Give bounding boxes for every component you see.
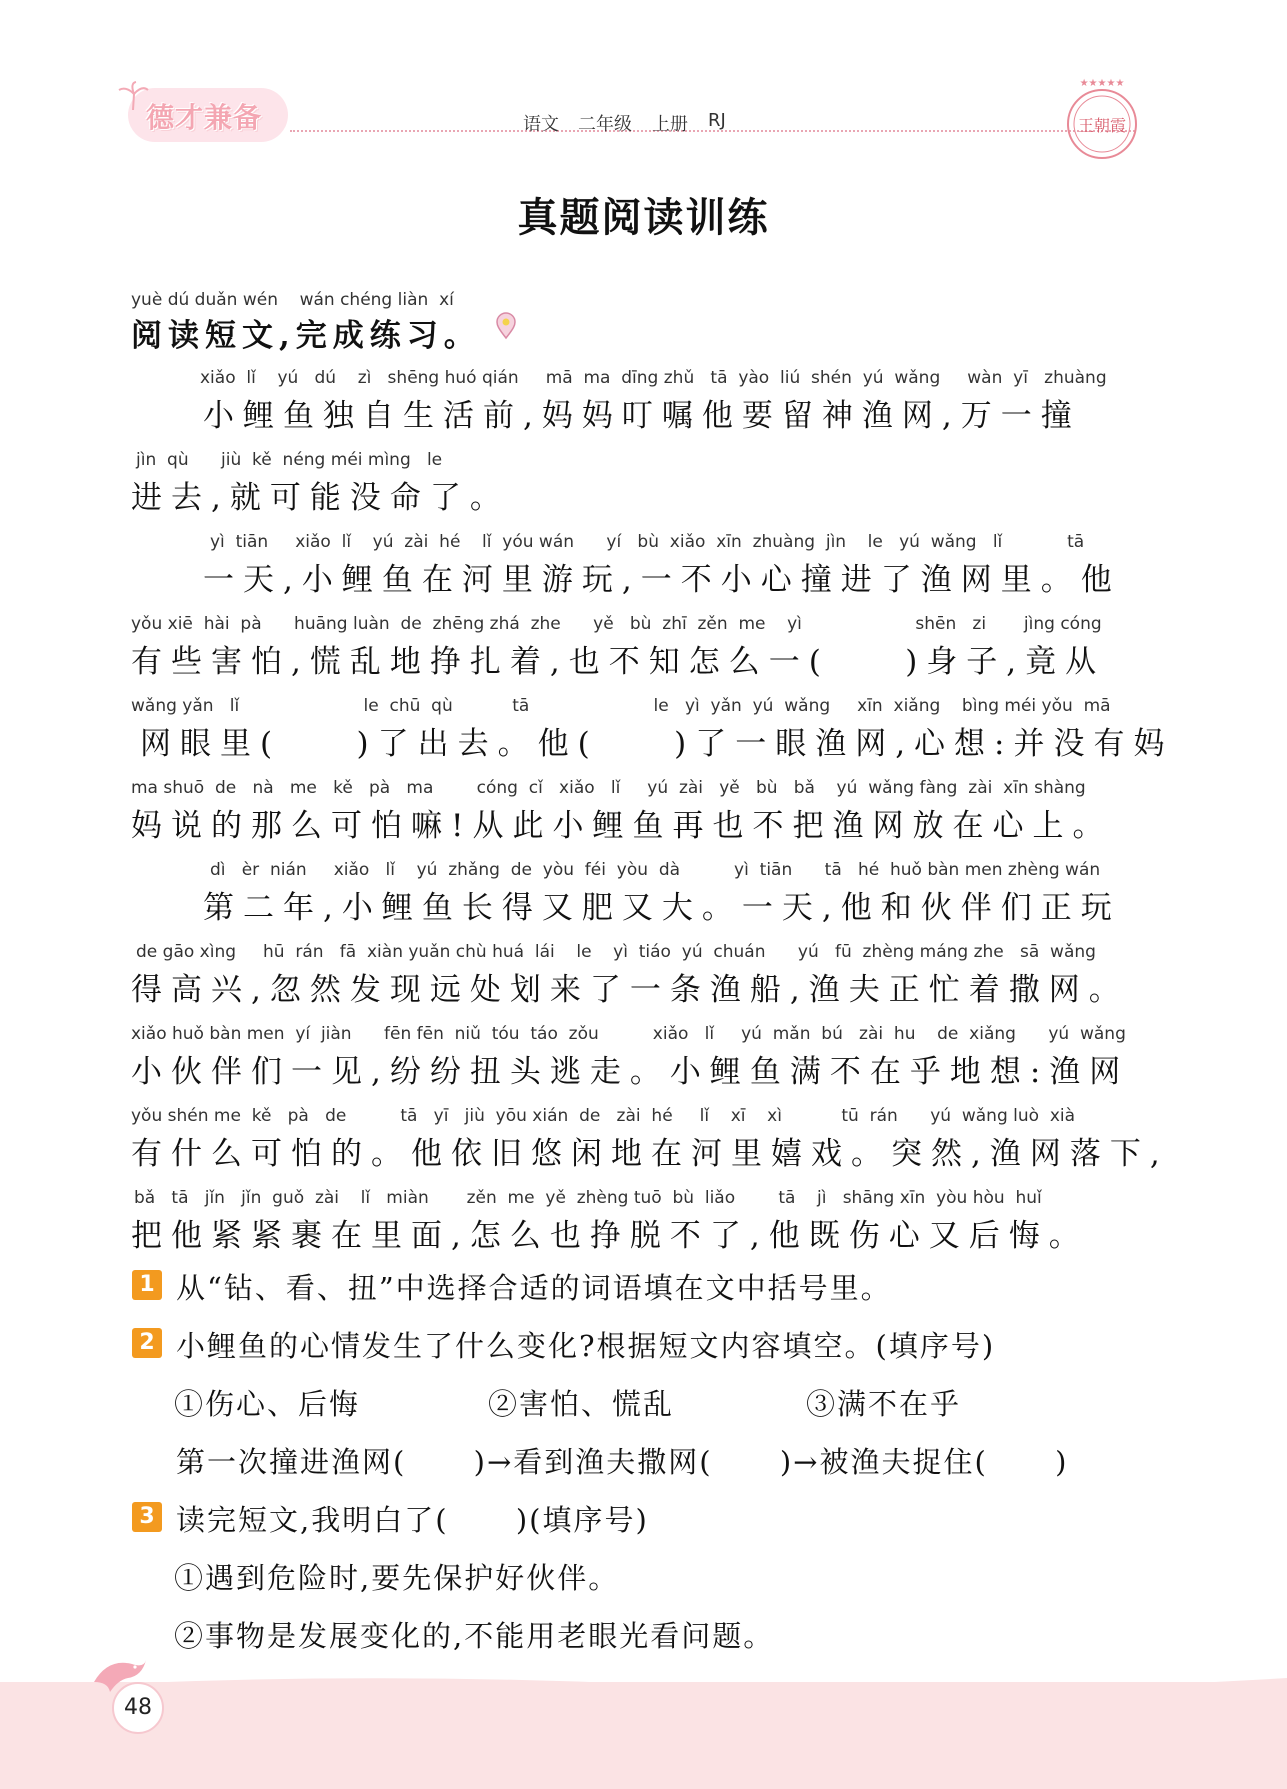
passage-line-4: 有些害怕,慌乱地挣扎着,也不知怎么一( )身子,竟从 <box>131 644 1106 680</box>
grade-label: 二年级 <box>578 114 632 135</box>
instruction-pinyin: yuè dú duǎn wén wán chéng liàn xí <box>131 290 454 310</box>
page-title: 真题阅读训练 <box>517 195 770 241</box>
volume-label: 上册 <box>652 114 688 135</box>
passage-pinyin-5: wǎng yǎn lǐ le chū qù tā le yì yǎn yú wǎng xīn xiǎng bìng méi yǒu mā <box>131 696 1111 716</box>
svg-text:王朝霞: 王朝霞 <box>1077 116 1127 135</box>
question-number-3: 3 <box>132 1502 162 1532</box>
passage-pinyin-4: yǒu xiē hài pà huāng luàn de zhēng zhá zhe yě bù zhī zěn me yì shēn zi jìng cóng <box>131 614 1102 634</box>
q2-option-1: ①伤心、后悔 <box>174 1387 361 1421</box>
passage-line-6: 妈说的那么可怕嘛!从此小鲤鱼再也不把渔网放在心上。 <box>131 808 1113 844</box>
passage-pinyin-1: xiǎo lǐ yú dú zì shēng huó qián mā ma dīng zhǔ tā yào liú shén yú wǎng wàn yī zhuàng <box>200 368 1107 388</box>
passage-pinyin-9: xiǎo huǒ bàn men yí jiàn fēn fēn niǔ tóu táo zǒu xiǎo lǐ yú mǎn bú zài hu de xiǎng yú wǎng <box>131 1024 1126 1044</box>
passage-pinyin-10: yǒu shén me kě pà de tā yī jiù yōu xián de zài hé lǐ xī xì tū rán yú wǎng luò xià <box>131 1106 1076 1126</box>
edition-label: RJ <box>708 110 726 131</box>
subject-label: 语文 <box>523 114 559 135</box>
passage-pinyin-6: ma shuō de nà me kě pà ma cóng cǐ xiǎo lǐ yú zài yě bù bǎ yú wǎng fàng zài xīn shàng <box>131 778 1086 798</box>
footer-band <box>0 1682 1287 1789</box>
passage-line-1: 小鲤鱼独自生活前,妈妈叮嘱他要留神渔网,万一撞 <box>203 398 1081 434</box>
passage-pinyin-2: jìn qù jiù kě néng méi mìng le <box>136 450 443 470</box>
question-number-2: 2 <box>132 1328 162 1358</box>
page-number: 48 <box>112 1682 164 1734</box>
passage-pinyin-8: de gāo xìng hū rán fā xiàn yuǎn chù huá lái le yì tiáo yú chuán yú fū zhèng máng zhe sā wǎng <box>136 942 1096 962</box>
passage-pinyin-7: dì èr nián xiǎo lǐ yú zhǎng de yòu féi yòu dà yì tiān tā hé huǒ bàn men zhèng wán <box>210 860 1101 880</box>
q3-option-1: ①遇到危险时,要先保护好伙伴。 <box>174 1561 620 1595</box>
palm-tree-icon <box>116 80 150 114</box>
passage-line-2: 进去,就可能没命了。 <box>131 480 510 516</box>
question-text-2: 小鲤鱼的心情发生了什么变化?根据短文内容填空。(填序号) <box>176 1329 996 1363</box>
instruction-text: 阅读短文,完成练习。 <box>131 318 481 354</box>
location-pin-icon <box>494 312 518 340</box>
passage-line-7: 第二年,小鲤鱼长得又肥又大。一天,他和伙伴们正玩 <box>203 890 1121 926</box>
question-number-1: 1 <box>132 1270 162 1300</box>
passage-line-3: 一天,小鲤鱼在河里游玩,一不小心撞进了渔网里。他 <box>203 562 1121 598</box>
seal-stamp-icon <box>1060 78 1144 162</box>
svg-text:★★★★★: ★★★★★ <box>1079 78 1125 89</box>
q2-option-2: ②害怕、慌乱 <box>488 1387 675 1421</box>
brand-logo: 德才兼备 <box>146 101 263 134</box>
question-text-3: 读完短文,我明白了( )(填序号) <box>176 1503 649 1537</box>
passage-line-5: 网眼里( )了出去。他( )了一眼渔网,心想:并没有妈 <box>140 726 1174 762</box>
page-header <box>0 0 1287 180</box>
passage-pinyin-3: yì tiān xiǎo lǐ yú zài hé lǐ yóu wán yí bù xiǎo xīn zhuàng jìn le yú wǎng lǐ tā <box>210 532 1085 552</box>
passage-line-8: 得高兴,忽然发现远处划来了一条渔船,渔夫正忙着撒网。 <box>131 972 1129 1008</box>
passage-line-10: 有什么可怕的。他依旧悠闲地在河里嬉戏。突然,渔网落下, <box>131 1136 1169 1172</box>
passage-pinyin-11: bǎ tā jǐn jǐn guǒ zài lǐ miàn zěn me yě zhèng tuō bù liǎo tā jì shāng xīn yòu hòu huǐ <box>134 1188 1042 1208</box>
passage-line-9: 小伙伴们一见,纷纷扭头逃走。小鲤鱼满不在乎地想:渔网 <box>131 1054 1130 1090</box>
q2-option-3: ③满不在乎 <box>806 1387 962 1421</box>
q3-option-2: ②事物是发展变化的,不能用老眼光看问题。 <box>174 1619 775 1653</box>
q2-fill-line: 第一次撞进渔网( )→看到渔夫撒网( )→被渔夫捉住( ) <box>176 1445 1069 1479</box>
question-text-1: 从“钻、看、扭”中选择合适的词语填在文中括号里。 <box>176 1271 892 1305</box>
passage-line-11: 把他紧紧裹在里面,怎么也挣脱不了,他既伤心又后悔。 <box>131 1218 1089 1254</box>
